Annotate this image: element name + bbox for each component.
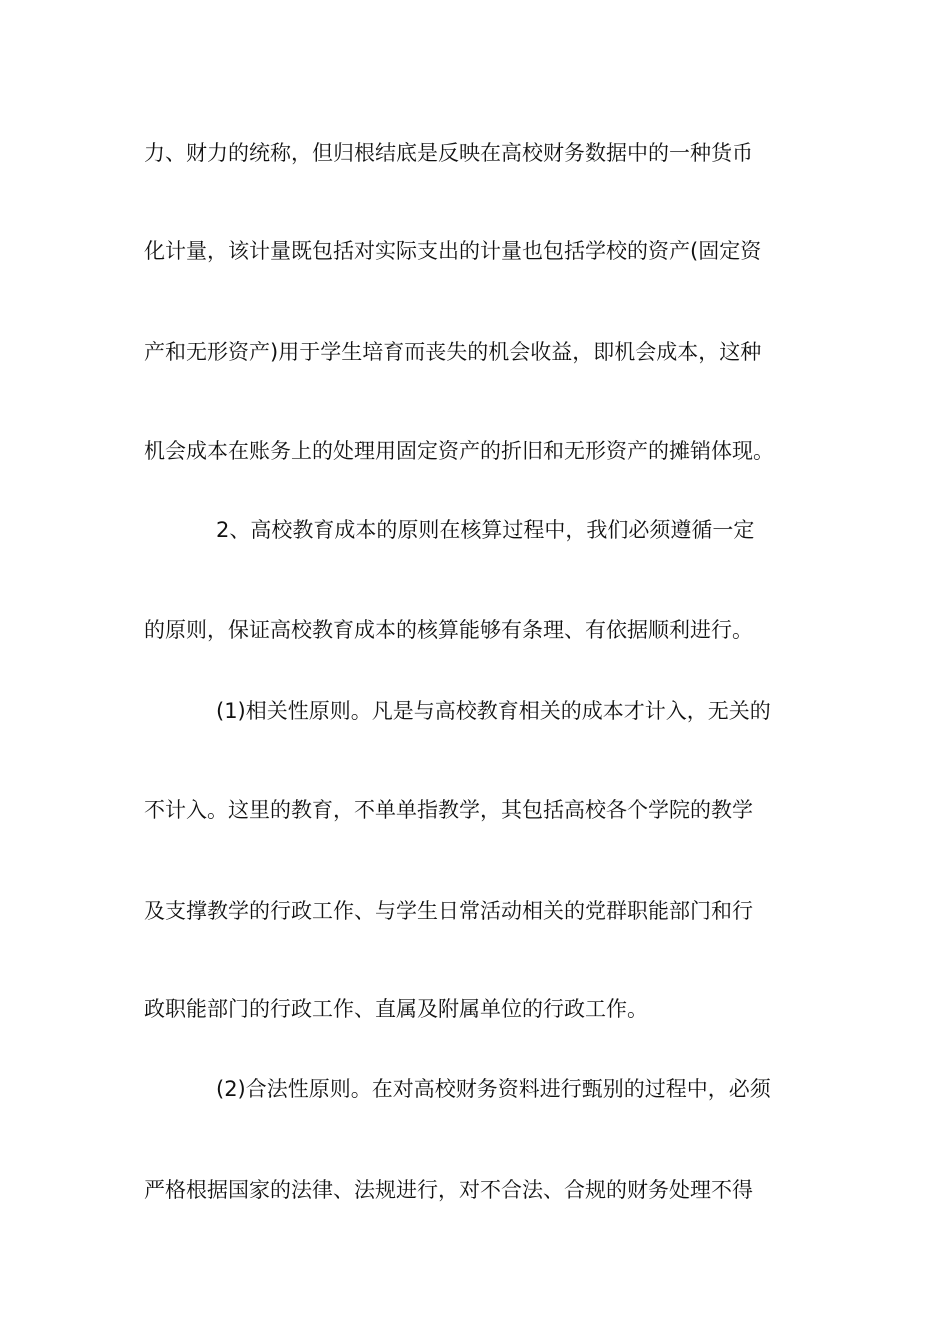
text-line: 机会成本在账务上的处理用固定资产的折旧和无形资产的摊销体现。 bbox=[144, 439, 774, 463]
text-line: 化计量，该计量既包括对实际支出的计量也包括学校的资产(固定资 bbox=[144, 239, 762, 263]
section-heading: 2、高校教育成本的原则在核算过程中，我们必须遵循一定 bbox=[216, 518, 755, 542]
text-line: 严格根据国家的法律、法规进行，对不合法、合规的财务处理不得 bbox=[144, 1178, 753, 1202]
text-line: 不计入。这里的教育，不单单指教学，其包括高校各个学院的教学 bbox=[144, 798, 753, 822]
text-line: 力、财力的统称，但归根结底是反映在高校财务数据中的一种货币 bbox=[144, 141, 753, 165]
principle-heading: (1)相关性原则。凡是与高校教育相关的成本才计入，无关的 bbox=[216, 699, 771, 723]
text-line: 政职能部门的行政工作、直属及附属单位的行政工作。 bbox=[144, 997, 648, 1021]
text-line: 产和无形资产)用于学生培育而丧失的机会收益，即机会成本，这种 bbox=[144, 340, 762, 364]
text-line: 及支撑教学的行政工作、与学生日常活动相关的党群职能部门和行 bbox=[144, 899, 753, 923]
text-line: 的原则，保证高校教育成本的核算能够有条理、有依据顺利进行。 bbox=[144, 618, 753, 642]
principle-heading: (2)合法性原则。在对高校财务资料进行甄别的过程中，必须 bbox=[216, 1077, 771, 1101]
